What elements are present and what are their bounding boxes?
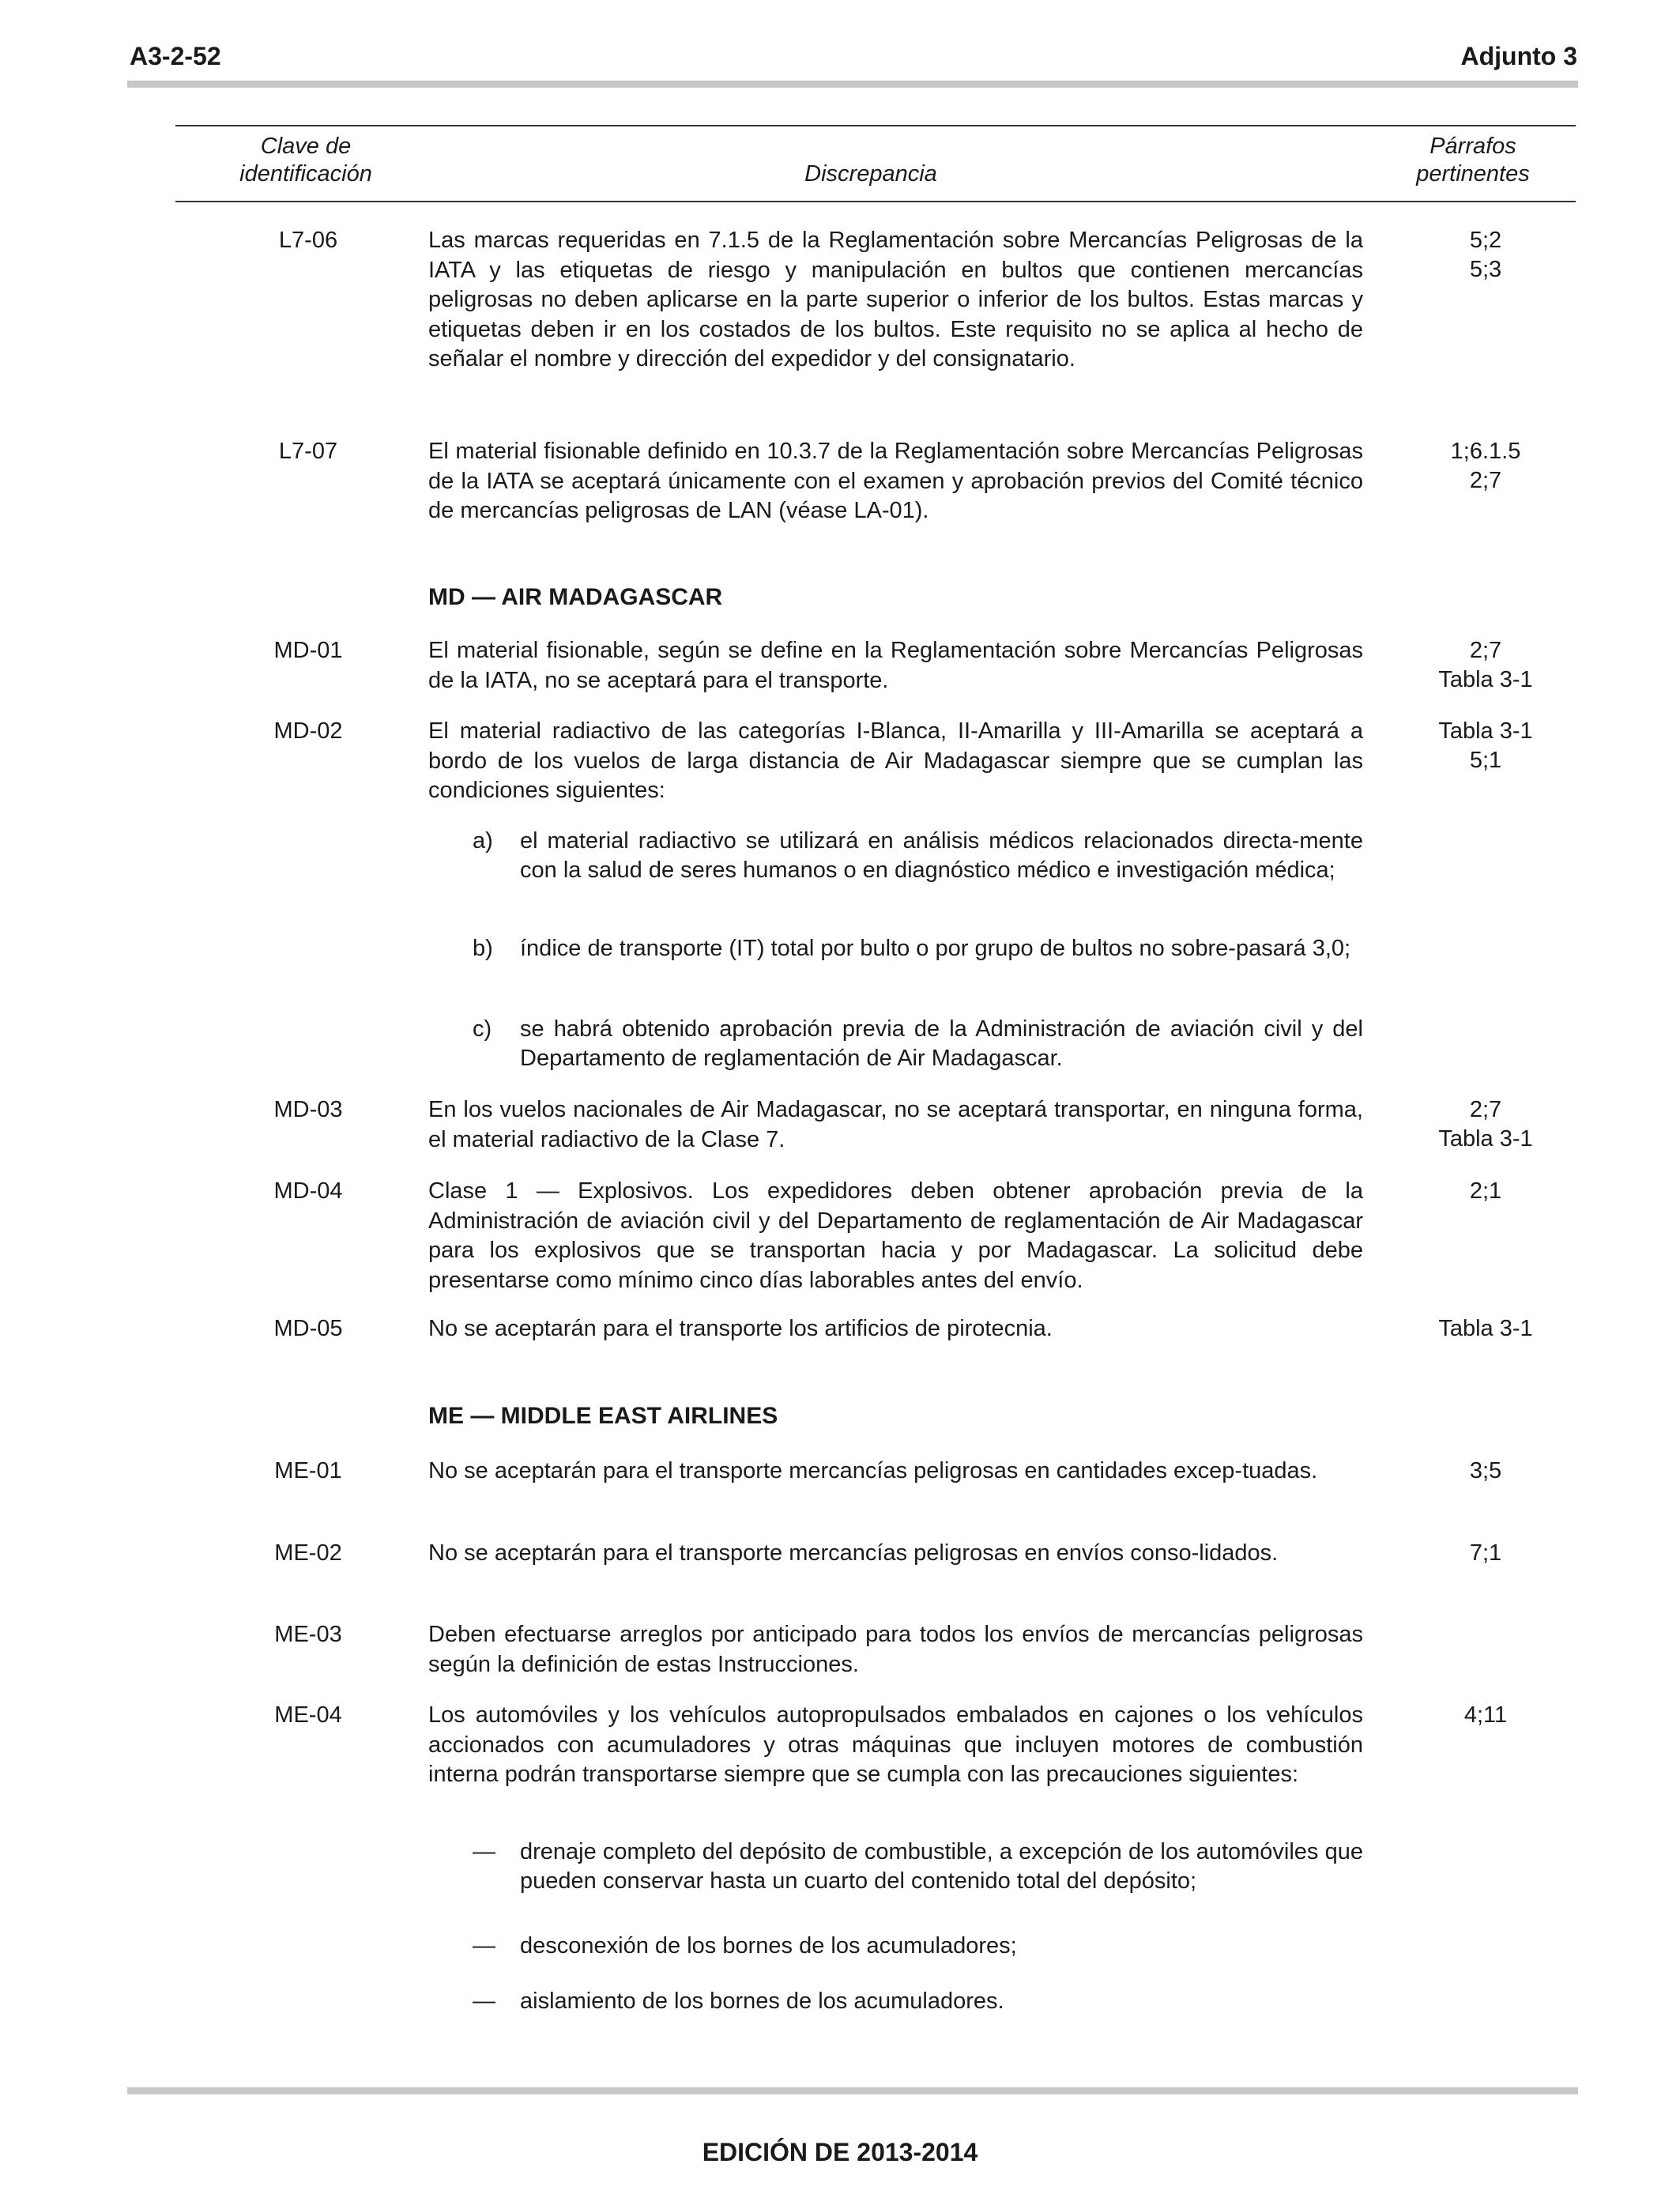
list-marker: b) xyxy=(473,936,493,961)
entry-key-md-02: MD-02 xyxy=(273,718,343,744)
entry-text-me-03: Deben efectuarse arreglos por anticipado para todos los envíos de mercancías peligrosas según la definición de estas Instrucciones. xyxy=(428,1622,1363,1677)
list-marker: a) xyxy=(473,828,493,854)
list-marker: c) xyxy=(473,1016,492,1042)
list-item-me-04-1 xyxy=(473,1838,1363,1896)
ref: 7;1 xyxy=(1469,1540,1502,1566)
entry-key-me-01: ME-01 xyxy=(274,1458,342,1483)
ref: Tabla 3-1 xyxy=(1438,718,1533,744)
entry-refs-me-01 xyxy=(1399,1457,1573,1486)
header-rule xyxy=(127,81,1578,88)
entry-text-me-01: No se aceptarán para el transporte mercancías peligrosas en cantidades excep-tuadas. xyxy=(428,1458,1318,1483)
entry-key-md-05: MD-05 xyxy=(273,1316,343,1341)
entry-refs-md-03 xyxy=(1399,1095,1573,1154)
list-item-md-02-a xyxy=(473,827,1363,885)
ref: Tabla 3-1 xyxy=(1438,1316,1533,1341)
ref: Tabla 3-1 xyxy=(1438,1126,1533,1152)
entry-refs-md-04 xyxy=(1399,1177,1573,1206)
ref: 3;5 xyxy=(1469,1458,1502,1483)
footer-rule xyxy=(127,2087,1578,2094)
entry-refs-l7-06 xyxy=(1399,226,1573,285)
entry-key-me-02: ME-02 xyxy=(274,1540,342,1566)
entry-key-md-04: MD-04 xyxy=(273,1178,343,1204)
entry-key-me-03: ME-03 xyxy=(274,1622,342,1647)
ref: 2;7 xyxy=(1469,638,1502,663)
list-item-text: drenaje completo del depósito de combustible, a excepción de los automóviles que pueden conservar hasta un cuarto del contenido total del depósito; xyxy=(520,1839,1363,1894)
dash-marker: — xyxy=(473,1839,495,1864)
ref: 2;7 xyxy=(1469,1097,1502,1122)
entry-refs-me-02 xyxy=(1399,1539,1573,1568)
list-item-text: se habrá obtenido aprobación previa de la Administración de aviación civil y del Departamento de reglamentación de Air Madagascar. xyxy=(520,1016,1363,1071)
entry-text-l7-06: Las marcas requeridas en 7.1.5 de la Reglamentación sobre Mercancías Peligrosas de la IATA y las etiquetas de riesgo y manipulación en bultos que contienen mercancías peligrosas no deben aplicarse en la parte superior o inferior de los bultos. Estas marcas y etiquetas deben ir en los costados de los bultos. Este requisito no se aplica al hecho de señalar el nombre y dirección del expedidor y del consignatario. xyxy=(428,228,1363,371)
entry-key-me-04: ME-04 xyxy=(274,1702,342,1728)
list-item-text: índice de transporte (IT) total por bulto o por grupo de bultos no sobre-pasará 3,0; xyxy=(520,936,1351,961)
page-header xyxy=(130,38,1577,74)
ref: 5;1 xyxy=(1469,748,1502,773)
list-item-text: aislamiento de los bornes de los acumuladores. xyxy=(520,1989,1004,2014)
table-column-header xyxy=(175,125,1576,202)
entry-text-me-04: Los automóviles y los vehículos autopropulsados embalados en cajones o los vehículos accionados con acumuladores y otras máquinas que incluyen motores de combustión interna podrán transportarse siempre que se cumpla con las precauciones siguientes: xyxy=(428,1702,1363,1787)
column-key-line1: Clave de xyxy=(260,134,352,159)
entry-key-l7-06: L7-06 xyxy=(278,228,338,253)
entry-text-md-05: No se aceptarán para el transporte los artificios de pirotecnia. xyxy=(428,1316,1053,1341)
entry-text-md-01: El material fisionable, según se define en la Reglamentación sobre Mercancías Peligrosas de la IATA, no se aceptará para el transporte. xyxy=(428,638,1363,693)
list-item-text: desconexión de los bornes de los acumuladores; xyxy=(520,1933,1017,1958)
ref: 1;6.1.5 xyxy=(1450,439,1521,464)
list-item-me-04-3 xyxy=(473,1987,1363,2016)
page-number: A3-2-52 xyxy=(130,41,221,70)
ref: 2;1 xyxy=(1469,1178,1502,1204)
entry-refs-md-02 xyxy=(1399,717,1573,775)
column-key-line2: identificación xyxy=(239,161,372,187)
entry-refs-l7-07 xyxy=(1399,437,1573,496)
dash-marker: — xyxy=(473,1989,495,2014)
ref: 5;3 xyxy=(1469,257,1502,282)
entry-text-md-04: Clase 1 — Explosivos. Los expedidores deben obtener aprobación previa de la Administración de aviación civil y del Departamento de reglamentación de Air Madagascar para los explosivos que se transportan hacia y por Madagascar. La solicitud debe presentarse como mínimo cinco días laborables antes del envío. xyxy=(428,1178,1363,1293)
entry-text-l7-07: El material fisionable definido en 10.3.7 de la Reglamentación sobre Mercancías Peligrosas de la IATA se aceptará únicamente con el examen y aprobación previos del Comité técnico de mercancías peligrosas de LAN (véase LA-01). xyxy=(428,439,1363,523)
column-key-heading xyxy=(175,133,436,188)
entry-key-l7-07: L7-07 xyxy=(278,439,338,464)
list-item-md-02-b xyxy=(473,934,1363,963)
entry-key-md-01: MD-01 xyxy=(273,638,343,663)
ref: 5;2 xyxy=(1469,228,1502,253)
section-heading-md: MD — AIR MADAGASCAR xyxy=(428,584,723,610)
attachment-label: Adjunto 3 xyxy=(1460,41,1577,70)
ref: 4;11 xyxy=(1463,1702,1508,1728)
edition-footer: EDICIÓN DE 2013-2014 xyxy=(702,2138,978,2166)
entry-refs-me-04 xyxy=(1399,1701,1573,1730)
list-item-md-02-c xyxy=(473,1015,1363,1073)
column-paragraphs-line1: Párrafos xyxy=(1430,134,1516,159)
column-discrepancy-heading: Discrepancia xyxy=(804,161,937,187)
dash-marker: — xyxy=(473,1933,495,1958)
ref: Tabla 3-1 xyxy=(1438,667,1533,692)
ref: 2;7 xyxy=(1469,468,1502,493)
entry-text-md-02: El material radiactivo de las categorías I-Blanca, II-Amarilla y III-Amarilla se aceptará a bordo de los vuelos de larga distancia de Air Madagascar siempre que se cumplan las condiciones siguientes: xyxy=(428,718,1363,803)
column-paragraphs-line2: pertinentes xyxy=(1416,161,1530,187)
column-paragraphs-heading xyxy=(1370,133,1576,188)
list-item-text: el material radiactivo se utilizará en análisis médicos relacionados directa-mente con la salud de seres humanos o en diagnóstico médico e investigación médica; xyxy=(520,828,1363,883)
section-heading-me: ME — MIDDLE EAST AIRLINES xyxy=(428,1403,778,1429)
entry-refs-md-01 xyxy=(1399,636,1573,695)
list-item-me-04-2 xyxy=(473,1932,1363,1961)
entry-refs-md-05 xyxy=(1399,1314,1573,1344)
entry-text-md-03: En los vuelos nacionales de Air Madagascar, no se aceptará transportar, en ninguna forma, el material radiactivo de la Clase 7. xyxy=(428,1097,1363,1152)
entry-text-me-02: No se aceptarán para el transporte mercancías peligrosas en envíos conso-lidados. xyxy=(428,1540,1279,1566)
entry-key-md-03: MD-03 xyxy=(273,1097,343,1122)
